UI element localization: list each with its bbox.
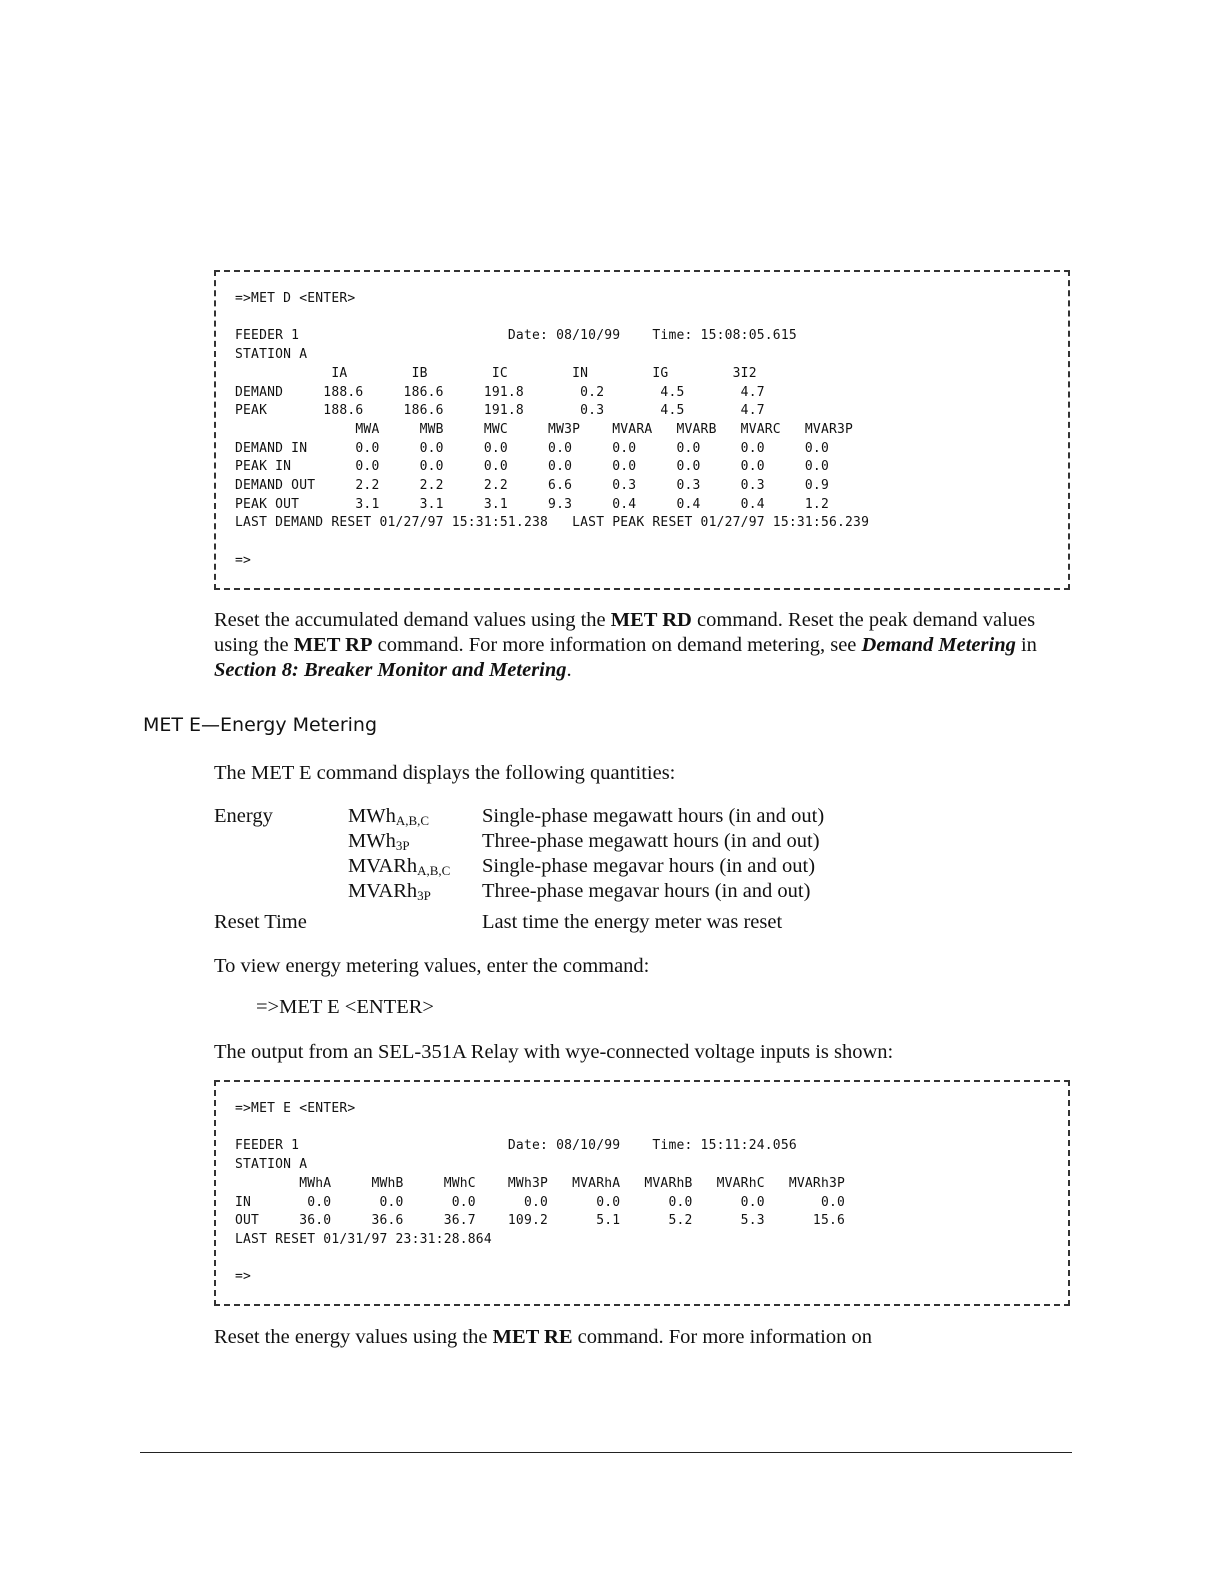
demand-reset-paragraph (214, 608, 1074, 683)
reset-time-description: Last time the energy meter was reset (482, 911, 783, 933)
para1-text-1: Reset the accumulated demand values using the (214, 609, 611, 631)
para1-text-2: command. Reset the peak demand values using the (214, 609, 1036, 656)
met-re-command: MET RE (492, 1326, 573, 1348)
para1-text-4: in (1015, 634, 1037, 656)
para1-text-3: command. For more information on demand metering, see (372, 634, 862, 656)
demand-metering-ref: Demand Metering (861, 634, 1016, 656)
met-rp-command: MET RP (293, 634, 373, 656)
quantity-symbol: MWh$_{A,B,C}$ (348, 805, 430, 828)
quantity-symbol: MWh$_{3P}$ (348, 830, 410, 853)
quantity-symbol: MVARh$_{A,B,C}$ (348, 855, 451, 878)
final-text-2: command. For more information on (572, 1326, 873, 1348)
para1-text-5: . (566, 659, 572, 681)
view-instructions: To view energy metering values, enter the command: (214, 955, 650, 977)
met-rd-command: MET RD (610, 609, 692, 631)
footer-rule (140, 1452, 1072, 1453)
terminal-met-d (214, 270, 1070, 590)
output-description: The output from an SEL-351A Relay with wye-connected voltage inputs is shown: (214, 1041, 894, 1063)
section-heading: MET E—Energy Metering (143, 714, 378, 736)
energy-label: Energy (214, 805, 273, 827)
section-8-ref: Section 8: Breaker Monitor and Metering (214, 659, 567, 681)
quantity-description: Three-phase megawatt hours (in and out) (482, 830, 820, 852)
terminal-met-e (214, 1080, 1070, 1306)
terminal-met-d-output: =>MET D <ENTER> FEEDER 1 Date: 08/10/99 Time: 15:08:05.615 STATION A IA IB IC IN IG 3I2 DEMAND 188.6 186.6 191.8 0.2 4.5 4.7 PEAK 188.6 186.6 191.8 0.3 4.5 4.7 MWA MWB MWC MW3P MVARA MVARB MVARC MVAR3P DEMAND IN 0.0 0.0 0.0 0.0 0.0 0.0 0.0 0.0 PEAK IN 0.0 0.0 0.0 0.0 0.0 0.0 0.0 0.0 DEMAND OUT 2.2 2.2 2.2 6.6 0.3 0.3 0.3 0.9 PEAK OUT 3.1 3.1 3.1 9.3 0.4 0.4 0.4 1.2 LAST DEMAND RESET 01/27/97 15:31:51.238 LAST PEAK RESET 01/27/97 15:31:56.239 => (235, 291, 870, 568)
met-e-command: =>MET E <ENTER> (256, 996, 434, 1018)
energy-reset-paragraph (214, 1325, 1074, 1350)
quantity-description: Single-phase megawatt hours (in and out) (482, 805, 825, 827)
quantity-description: Single-phase megavar hours (in and out) (482, 855, 816, 877)
quantity-description: Three-phase megavar hours (in and out) (482, 880, 811, 902)
final-text-1: Reset the energy values using the (214, 1326, 493, 1348)
reset-time-label: Reset Time (214, 911, 307, 933)
quantity-symbol: MVARh$_{3P}$ (348, 880, 431, 903)
intro-text: The MET E command displays the following quantities: (214, 762, 676, 784)
terminal-met-e-output: =>MET E <ENTER> FEEDER 1 Date: 08/10/99 Time: 15:11:24.056 STATION A MWhA MWhB MWhC MWh3P MVARhA MVARhB MVARhC MVARh3P IN 0.0 0.0 0.0 0.0 0.0 0.0 0.0 0.0 OUT 36.0 36.6 36.7 109.2 5.1 5.2 5.3 15.6 LAST RESET 01/31/97 23:31:28.864 => (235, 1101, 846, 1285)
